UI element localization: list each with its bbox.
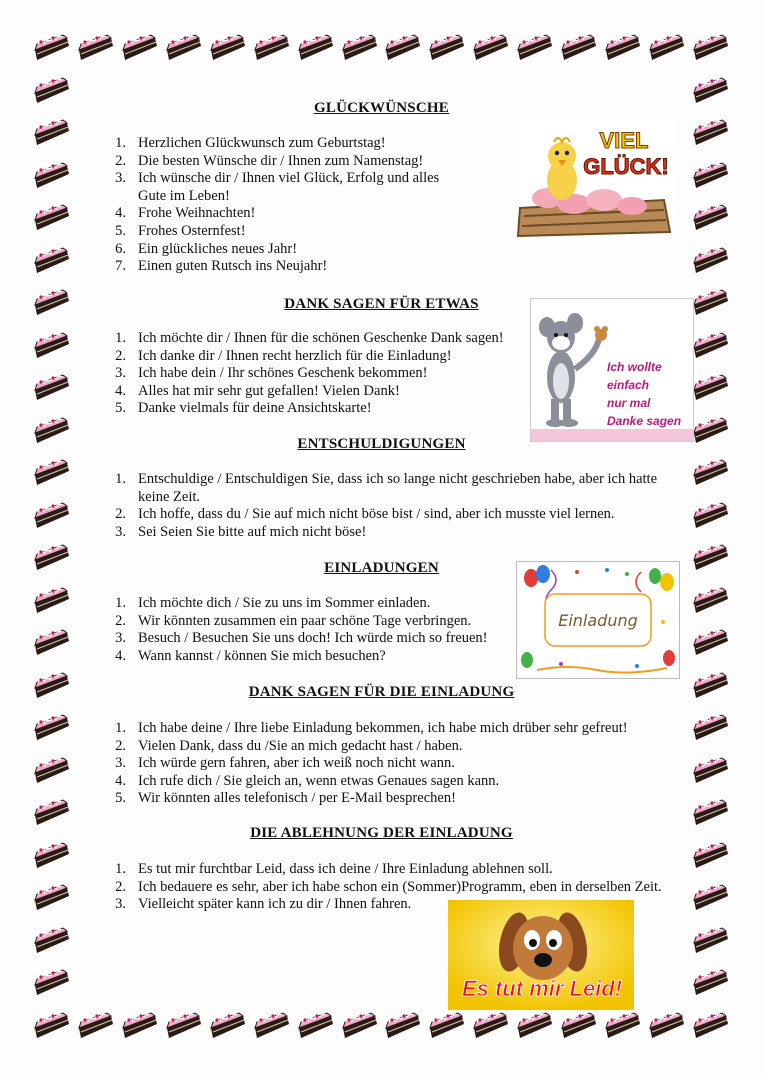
list-item: 7. Einen guten Rutsch ins Neujahr!	[115, 258, 328, 275]
list-item: 2. Ich bedauere es sehr, aber ich habe schon ein (Sommer)Programm, eben in derselben Zeit.	[115, 878, 662, 895]
cake-icon	[692, 840, 730, 872]
list-einladungen	[108, 595, 518, 665]
cake-icon	[209, 32, 247, 64]
heading-dank-einladung: DANK SAGEN FÜR DIE EINLADUNG	[248, 684, 515, 700]
list-item: 6. Ein glückliches neues Jahr!	[115, 240, 298, 257]
list-item: 4. Wann kannst / können Sie mich besuchen?	[115, 647, 386, 664]
cake-icon	[692, 967, 730, 999]
list-item: 3. Ich habe dein / Ihr schönes Geschenk bekommen!	[115, 365, 428, 382]
leid-label: Es tut mir Leid!	[461, 976, 623, 1001]
list-item: 4. Frohe Weihnachten!	[115, 205, 256, 222]
danke-image	[530, 298, 694, 442]
list-item: 1. Entschuldige / Entschuldigen Sie, dass ich so lange nicht geschrieben habe, aber ich hatte keine Zeit.	[115, 471, 658, 505]
cake-icon	[33, 202, 71, 234]
cake-icon	[33, 372, 71, 404]
cake-icon	[604, 1010, 642, 1042]
list-item: 3. Besuch / Besuchen Sie uns doch! Ich würde mich so freuen!	[115, 630, 488, 647]
cake-icon	[253, 32, 291, 64]
cake-icon	[33, 925, 71, 957]
heading-ablehnung: DIE ABLEHNUNG DER EINLADUNG	[250, 825, 513, 841]
list-item: 2. Vielen Dank, dass du /Sie an mich gedacht hast / haben.	[115, 737, 463, 754]
cake-icon	[692, 925, 730, 957]
cake-icon	[33, 1010, 71, 1042]
cake-icon	[604, 32, 642, 64]
list-item: 2. Ich hoffe, dass du / Sie auf mich nicht böse bist / sind, aber ich musste viel lernen.	[115, 506, 615, 523]
list-item: 3. Ich würde gern fahren, aber ich weiß noch nicht wann.	[115, 755, 455, 772]
list-item: 4. Alles hat mir sehr gut gefallen! Vielen Dank!	[115, 382, 400, 399]
heading-glueckwuensche: GLÜCKWÜNSCHE	[314, 100, 449, 116]
cake-icon	[648, 1010, 686, 1042]
heading-einladungen: EINLADUNGEN	[324, 560, 439, 576]
cake-icon	[341, 1010, 379, 1042]
cake-icon	[297, 1010, 335, 1042]
cake-icon	[692, 882, 730, 914]
cake-icon	[33, 585, 71, 617]
cake-icon	[692, 500, 730, 532]
viel-glueck-image	[514, 120, 676, 240]
cake-icon	[341, 32, 379, 64]
cake-icon	[428, 1010, 466, 1042]
cake-icon	[692, 117, 730, 149]
list-item: 1. Ich möchte dir / Ihnen für die schönen Geschenke Dank sagen!	[115, 330, 504, 346]
viel-text: VIEL	[599, 128, 649, 153]
list-item: 5. Wir könnten alles telefonisch / per E-Mail besprechen!	[115, 790, 456, 807]
cake-icon	[560, 32, 598, 64]
list-item: 5. Frohes Osternfest!	[115, 222, 246, 239]
cake-icon	[33, 32, 71, 64]
cake-icon	[692, 330, 730, 362]
es-tut-mir-leid-image	[448, 900, 634, 1010]
cake-icon	[33, 160, 71, 192]
cake-icon	[33, 755, 71, 787]
list-item: 2. Die besten Wünsche dir / Ihnen zum Namenstag!	[115, 152, 424, 169]
cake-icon	[648, 32, 686, 64]
cake-icon	[33, 882, 71, 914]
cake-icon	[692, 585, 730, 617]
einladung-label: Einladung	[558, 611, 638, 630]
list-item: 2. Ich danke dir / Ihnen recht herzlich für die Einladung!	[115, 347, 452, 364]
cake-icon	[428, 32, 466, 64]
cake-icon	[516, 32, 554, 64]
cake-icon	[165, 32, 203, 64]
cake-icon	[692, 245, 730, 277]
list-dank-einladung	[108, 720, 688, 808]
cake-icon	[33, 117, 71, 149]
cake-icon	[692, 627, 730, 659]
list-item: 1. Ich möchte dich / Sie zu uns im Sommer einladen.	[115, 595, 431, 611]
cake-icon	[209, 1010, 247, 1042]
cake-icon	[384, 1010, 422, 1042]
cake-icon	[165, 1010, 203, 1042]
list-item: 5. Danke vielmals für deine Ansichtskarte!	[115, 400, 372, 417]
list-item: 1. Ich habe deine / Ihre liebe Einladung bekommen, ich habe mich drüber sehr gefreut!	[115, 720, 628, 736]
cake-icon	[77, 32, 115, 64]
cake-icon	[33, 712, 71, 744]
cake-icon	[253, 1010, 291, 1042]
cake-icon	[33, 627, 71, 659]
heading-entschuldigungen: ENTSCHULDIGUNGEN	[297, 436, 466, 452]
cake-icon	[692, 160, 730, 192]
glueck-text: GLÜCK!	[583, 154, 669, 179]
cake-icon	[692, 1010, 730, 1042]
cake-icon	[297, 32, 335, 64]
list-item: 1. Herzlichen Glückwunsch zum Geburtstag!	[115, 135, 386, 151]
cake-icon	[384, 32, 422, 64]
cake-icon	[33, 330, 71, 362]
list-glueckwuensche	[108, 135, 488, 276]
cake-icon	[692, 457, 730, 489]
cake-icon	[472, 1010, 510, 1042]
cake-icon	[121, 32, 159, 64]
cake-icon	[77, 1010, 115, 1042]
cake-icon	[692, 712, 730, 744]
list-item: 3. Vielleicht später kann ich zu dir / Ihnen fahren.	[115, 896, 412, 913]
cake-icon	[692, 372, 730, 404]
list-item: 2. Wir könnten zusammen ein paar schöne Tage verbringen.	[115, 612, 472, 629]
list-item: 3. Sei Seien Sie bitte auf mich nicht böse!	[115, 523, 367, 540]
cake-icon	[121, 1010, 159, 1042]
einladung-image	[516, 561, 680, 679]
cake-icon	[560, 1010, 598, 1042]
list-item: 3. Ich wünsche dir / Ihnen viel Glück, Erfolg und alles Gute im Leben!	[115, 170, 440, 204]
cake-icon	[692, 755, 730, 787]
list-entschuldigungen	[108, 471, 668, 541]
list-dank-sagen	[108, 330, 528, 418]
cake-icon	[692, 202, 730, 234]
list-item: 1. Es tut mir furchtbar Leid, dass ich deine / Ihre Einladung ablehnen soll.	[115, 861, 553, 877]
cake-icon	[472, 32, 510, 64]
heading-dank-sagen: DANK SAGEN FÜR ETWAS	[284, 296, 479, 312]
cake-icon	[33, 967, 71, 999]
cake-icon	[33, 457, 71, 489]
cake-icon	[33, 245, 71, 277]
cake-icon	[516, 1010, 554, 1042]
cake-icon	[33, 500, 71, 532]
list-item: 4. Ich rufe dich / Sie gleich an, wenn etwas Genaues sagen kann.	[115, 772, 500, 789]
cake-icon	[692, 32, 730, 64]
cake-icon	[33, 840, 71, 872]
svg-text:Ich wollte einfach: Ich wollte einfach nur mal Danke sagen	[607, 360, 682, 428]
